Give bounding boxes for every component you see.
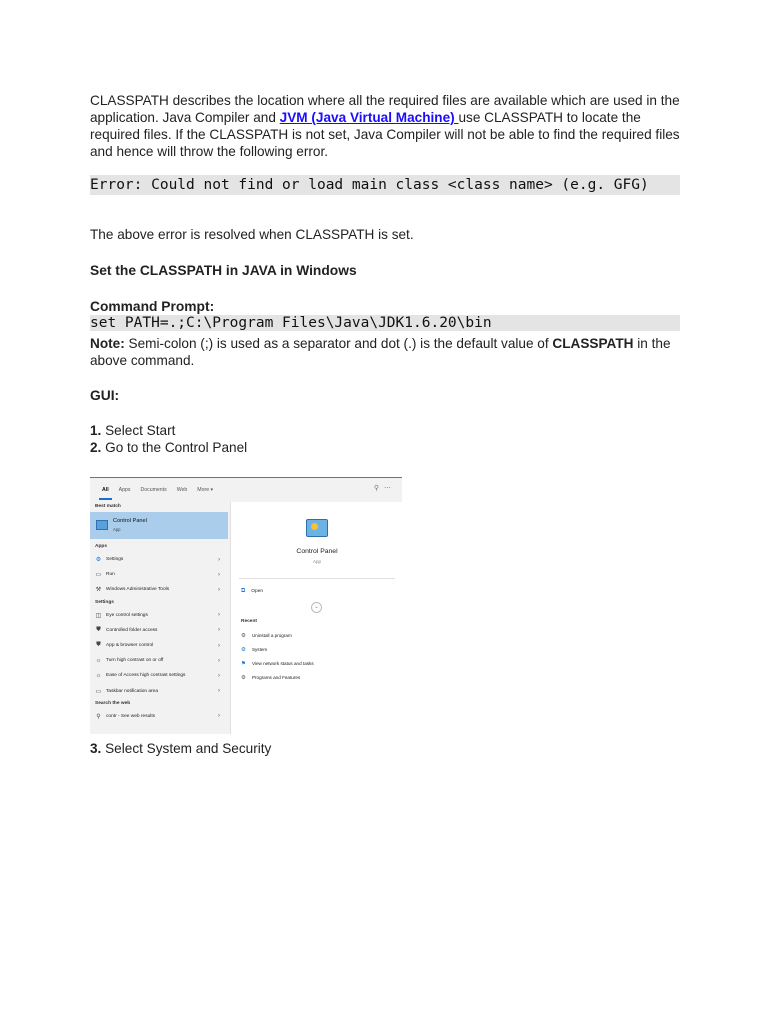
results-pane (90, 502, 228, 734)
jvm-link[interactable]: JVM (Java Virtual Machine) (279, 110, 459, 125)
chevron-right-icon: › (218, 657, 220, 664)
result-ease-of-access[interactable] (90, 668, 228, 683)
recent-label: Uninstall a program (251, 633, 292, 638)
result-controlled-folder[interactable] (90, 623, 228, 638)
chevron-right-icon: › (218, 672, 220, 679)
step-text: Go to the Control Panel (101, 440, 248, 455)
result-label: Controlled folder access (106, 627, 158, 633)
resolved-text: The above error is resolved when CLASSPATH is set. (90, 227, 414, 242)
result-app-browser[interactable] (90, 638, 228, 653)
start-menu-screenshot (90, 477, 402, 734)
chevron-right-icon: › (218, 627, 220, 634)
note-paragraph (90, 335, 680, 369)
tab-apps[interactable]: Apps (118, 487, 131, 493)
open-label: Open (251, 589, 264, 594)
windows-heading: Set the CLASSPATH in JAVA in Windows (90, 263, 357, 278)
chevron-right-icon: › (218, 556, 220, 563)
settings-icon: ⚙ (95, 557, 102, 564)
note-text-end: in the above command. (90, 336, 671, 368)
program-icon: ⚙ (241, 633, 246, 639)
result-label: Turn high contrast on or off (106, 658, 164, 664)
result-taskbar[interactable] (90, 684, 228, 699)
result-settings[interactable] (90, 552, 228, 567)
recent-item[interactable] (241, 647, 267, 653)
step-text: Select System and Security (101, 741, 272, 756)
gui-label: GUI: (90, 388, 120, 403)
preview-sub: App (312, 559, 321, 564)
note-bold: CLASSPATH (552, 336, 634, 351)
result-label: Windows Administrative Tools (106, 587, 170, 593)
control-panel-large-icon (306, 519, 328, 537)
taskbar-icon: ▭ (95, 688, 102, 695)
intro-text-end: use CLASSPATH to locate the required files. If the CLASSPATH is not set, Java Compiler will not be able to find the required files and hence will throw the following error. (90, 110, 680, 159)
result-run[interactable] (90, 567, 228, 582)
best-match-heading: Best match (95, 504, 121, 509)
step-number: 3. (90, 741, 102, 756)
tab-icons (374, 484, 396, 492)
more-options-icon[interactable]: ⋯ (384, 485, 396, 492)
chevron-right-icon: › (218, 612, 220, 619)
chevron-right-icon: › (218, 713, 220, 720)
recent-item[interactable] (241, 661, 314, 667)
search-tabs (90, 478, 402, 502)
recent-item[interactable] (241, 675, 300, 681)
eye-control-icon: ◫ (95, 612, 102, 619)
result-label: contr - See web results (106, 713, 156, 719)
step-text: Select Start (101, 423, 176, 438)
step-number: 2. (90, 440, 102, 455)
result-label: Ease of Access high contrast settings (106, 673, 186, 679)
step-3 (90, 740, 271, 757)
result-label: Settings (106, 557, 124, 563)
tab-web[interactable]: Web (176, 487, 188, 493)
program-icon: ⚙ (241, 675, 246, 681)
intro-paragraph (90, 92, 680, 160)
recent-heading: Recent (241, 619, 257, 624)
chevron-right-icon: › (218, 688, 220, 695)
feedback-icon[interactable]: ⚲ (373, 485, 384, 492)
tab-documents[interactable]: Documents (140, 487, 167, 493)
chevron-right-icon: › (218, 586, 220, 593)
note-label: Note: (90, 336, 125, 351)
note-text: Semi-colon (;) is used as a separator and dot (.) is the default value of (124, 336, 553, 351)
open-action[interactable] (241, 588, 263, 595)
shield-icon: ⛊ (96, 642, 101, 649)
result-eye-control[interactable] (90, 608, 228, 623)
result-label: Taskbar notification area (106, 688, 158, 694)
shield-icon: ⛊ (96, 626, 101, 633)
network-icon: ⚑ (241, 661, 246, 667)
tools-icon: ⚒ (95, 587, 102, 594)
step-number: 1. (90, 423, 102, 438)
search-icon: ⚲ (96, 713, 101, 720)
recent-label: Programs and Features (251, 675, 301, 680)
preview-title: Control Panel (296, 548, 338, 555)
result-label: App & browser control (106, 643, 154, 649)
tab-all[interactable]: All (97, 487, 114, 493)
system-icon: ⚙ (241, 647, 246, 653)
apps-heading: Apps (95, 544, 107, 549)
sun-icon: ☼ (95, 672, 102, 679)
result-label: Eye control settings (106, 612, 148, 618)
chevron-right-icon: › (218, 571, 220, 578)
error-code-block: Error: Could not find or load main class <class name> (e.g. GFG) (90, 175, 680, 195)
result-web-search[interactable] (90, 709, 228, 724)
chevron-down-icon[interactable]: ⌄ (311, 602, 322, 613)
best-match-title: Control Panel (113, 518, 147, 524)
settings-heading: Settings (95, 599, 114, 605)
preview-pane (230, 502, 402, 734)
sun-icon: ☼ (95, 657, 102, 664)
control-panel-icon (96, 520, 108, 530)
article-body (90, 92, 680, 456)
recent-label: System (251, 647, 268, 652)
open-icon: ⧉ (241, 588, 246, 594)
run-icon: ▭ (95, 572, 102, 579)
best-match-control-panel[interactable] (90, 512, 228, 539)
result-high-contrast[interactable] (90, 653, 228, 668)
chevron-right-icon: › (218, 642, 220, 649)
cmd-label: Command Prompt: (90, 299, 215, 314)
step-2 (90, 439, 680, 456)
result-admin-tools[interactable] (90, 582, 228, 597)
best-match-sub: App (113, 527, 121, 532)
cmd-code-block: set PATH=.;C:\Program Files\Java\JDK1.6.20\bin (90, 315, 680, 331)
result-label: Run (106, 572, 115, 578)
recent-label: View network status and tasks (251, 661, 314, 666)
intro-text: CLASSPATH describes the location where all the required files are available which are used in the application. Java Compiler and (90, 93, 680, 125)
tab-more[interactable]: More ▾ (197, 487, 214, 493)
step-1 (90, 422, 680, 439)
divider (239, 578, 395, 579)
search-web-heading: Search the web (95, 700, 131, 706)
recent-item[interactable] (241, 633, 292, 639)
